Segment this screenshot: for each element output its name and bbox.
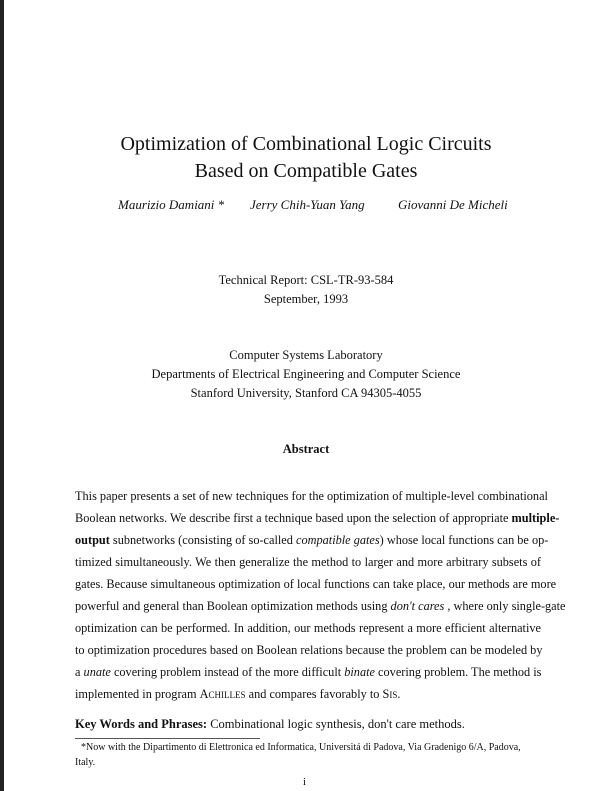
report-number: Technical Report: CSL-TR-93-584 <box>218 273 394 287</box>
italic-text: unate <box>83 665 111 679</box>
italic-text: don't cares <box>390 599 445 613</box>
program-name: Achilles <box>199 687 246 701</box>
department: Departments of Electrical Engineering and Computer Science <box>151 367 461 381</box>
italic-text: compatible gates <box>296 533 380 547</box>
text: . <box>397 687 401 701</box>
abstract-line <box>75 533 549 548</box>
text: Boolean networks. We describe first a technique based upon the selection of appropriate <box>75 511 512 525</box>
report-date: September, 1993 <box>263 292 349 306</box>
title-line-1: Optimization of Combinational Logic Circuits <box>120 133 492 155</box>
keywords-text: Combinational logic synthesis, don't care methods. <box>207 717 465 731</box>
abstract-line: This paper presents a set of new techniques for the optimization of multiple-level combinational <box>75 489 548 503</box>
title-line-2: Based on Compatible Gates <box>194 160 418 182</box>
bold-text: output <box>75 533 110 547</box>
abstract-heading: Abstract <box>282 442 330 456</box>
text: powerful and general than Boolean optimization methods using <box>75 599 391 613</box>
abstract-line: gates. Because simultaneous optimization of local functions can take place, our methods are more <box>75 577 557 591</box>
abstract-line <box>75 599 566 614</box>
text: , where only single-gate <box>444 599 566 613</box>
author-3: Giovanni De Micheli <box>398 197 508 212</box>
text: ) whose local functions can be op- <box>379 533 549 547</box>
abstract-line <box>75 511 560 526</box>
keywords <box>75 717 465 732</box>
author-2: Jerry Chih-Yuan Yang <box>250 197 365 212</box>
text: covering problem instead of the more difficult <box>110 665 345 679</box>
abstract-line <box>75 665 541 680</box>
footnote-line-2: Italy. <box>75 757 96 768</box>
author-1: Maurizio Damiani * <box>118 197 225 212</box>
page-number: i <box>303 776 307 788</box>
text: a <box>75 665 84 679</box>
text: subnetworks (consisting of so-called <box>109 533 296 547</box>
text: covering problem. The method is <box>374 665 542 679</box>
footnote-line-1: *Now with the Dipartimento di Elettronica ed Informatica, Universitá di Padova, Via Gradenigo 6/A, Padova, <box>81 742 521 753</box>
lab-name: Computer Systems Laboratory <box>229 348 383 362</box>
text: and compares favorably to <box>245 687 383 701</box>
bold-text: multiple- <box>511 511 560 525</box>
abstract-line: optimization can be performed. In addition, our methods represent a more efficient alternative <box>75 621 541 635</box>
text: implemented in program <box>75 687 200 701</box>
keywords-label: Key Words and Phrases: <box>75 717 208 731</box>
program-name: Sis <box>382 687 398 701</box>
abstract-line: to optimization procedures based on Boolean relations because the problem can be modeled by <box>75 643 543 657</box>
abstract-line: timized simultaneously. We then generalize the method to larger and more arbitrary subsets of <box>75 555 541 569</box>
italic-text: binate <box>344 665 375 679</box>
abstract-line <box>75 687 541 702</box>
university: Stanford University, Stanford CA 94305-4055 <box>190 386 422 400</box>
footnote-rule <box>75 738 260 739</box>
